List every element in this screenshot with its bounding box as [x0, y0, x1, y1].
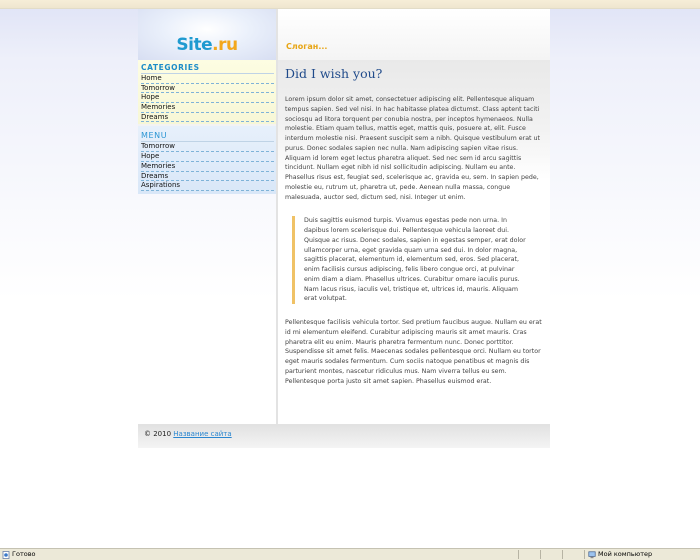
status-divider: [540, 550, 541, 559]
slogan-area: [276, 9, 550, 60]
status-left: [2, 549, 36, 560]
menu-title: MENU: [141, 131, 274, 142]
menu-item-hope[interactable]: Hope: [141, 152, 274, 162]
status-divider: [584, 550, 585, 559]
site-logo[interactable]: [176, 35, 237, 55]
categories-title: CATEGORIES: [141, 63, 274, 74]
menu-item-dreams[interactable]: Dreams: [141, 172, 274, 182]
post-paragraph-1: Lorem ipsum dolor sit amet, consectetuer adipiscing elit. Pellentesque aliquam tempus sapien. Sed vel nisi. In hac habitasse platea dictumst. Class aptent taciti sociosqu ad litora torquent per conubia nostra, per inceptos hymenaeos. Nulla molestie. Etiam quam tellus, mattis eget, mattis quis, posuere at, elit. Fusce interdum molestie nisi. Praesent suscipit sem a nibh. Quisque vestibulum erat ut purus. Donec sodales sapien nec nulla. Nam adipiscing sapien vitae risus. Aliquam id lorem eget lectus pharetra aliquet. Sed nec sem id arcu sagittis tincidunt. Nullam eget nibh id nisl sollicitudin adipiscing. Nullam eu ante. Phasellus risus est, feugiat sed, scelerisque ac, gravida eu, sem. In sapien pede, molestie eu, rutrum ut, pharetra ut, pede. Aenean nulla massa, congue malesuada, auctor sed, dictum sed, nisi. Integer ut enim.: [285, 96, 540, 201]
browser-top-strip: [0, 0, 700, 9]
slogan-text: Слоган...: [286, 42, 328, 51]
category-item-tomorrow[interactable]: Tomorrow: [141, 84, 274, 94]
browser-status-bar: [0, 548, 700, 560]
menu-item-tomorrow[interactable]: Tomorrow: [141, 142, 274, 152]
status-divider: [518, 550, 519, 559]
site-footer: [138, 424, 550, 448]
category-item-dreams[interactable]: Dreams: [141, 113, 274, 123]
category-item-home[interactable]: Home: [141, 74, 274, 84]
logo-text-ru: .ru: [212, 35, 238, 55]
category-item-hope[interactable]: Hope: [141, 93, 274, 103]
logo-area: [138, 9, 276, 60]
sidebar: [138, 60, 276, 424]
post-blockquote: Duis sagittis euismod turpis. Vivamus egestas pede non urna. In dapibus lorem scelerisque dui. Pellentesque vehicula laoreet dui. Quisque ac risus. Donec sodales, sapien in egestas semper, erat dolor ullamcorper urna, eget gravida quam urna sed dui. In dolor magna, sagittis placerat, elementum id, elementum sed, eros. Sed placerat, enim facilisis cursus adipiscing, felis libero congue orci, at pulvinar enim diam a diam. Phasellus ultrices. Curabitur ornare iaculis purus. Nam lacus risus, iaculis vel, tristique et, ultrices id, mauris. Aliquam erat volutpat.: [292, 216, 531, 304]
my-computer-icon: [588, 551, 596, 559]
logo-text-site: Site: [176, 35, 213, 55]
status-divider: [562, 550, 563, 559]
site-header: [138, 9, 550, 60]
menu-block: [138, 124, 276, 193]
status-zone: [588, 549, 652, 560]
page-container: [138, 9, 550, 60]
categories-block: [138, 60, 276, 124]
page-icon: [2, 551, 10, 559]
post-title: Did I wish you?: [285, 66, 383, 81]
menu-item-memories[interactable]: Memories: [141, 162, 274, 172]
post-paragraph-2: Pellentesque facilisis vehicula tortor. Sed pretium faucibus augue. Nullam eu erat id mi elementum eleifend. Curabitur adipiscing mauris sit amet mauris. Cras pharetra elit eu enim. Mauris pharetra fermentum nunc. Donec porttitor. Suspendisse sit amet felis. Maecenas sodales pellentesque orci. Nullam eu tortor eget mauris sodales fermentum. Cum sociis natoque penatibus et magnis dis parturient montes, nascetur ridiculus mus. Nam viverra tellus eu sem. Pellentesque porta justo sit amet sapien. Phasellus euismod erat.: [285, 319, 542, 385]
footer-site-link[interactable]: Название сайта: [173, 430, 232, 438]
status-text: Готово: [12, 550, 36, 558]
footer-copyright: © 2010: [144, 430, 174, 438]
menu-item-aspirations[interactable]: Aspirations: [141, 181, 274, 191]
main-content: [276, 60, 550, 424]
category-item-memories[interactable]: Memories: [141, 103, 274, 113]
status-zone-text: Мой компьютер: [598, 550, 653, 558]
